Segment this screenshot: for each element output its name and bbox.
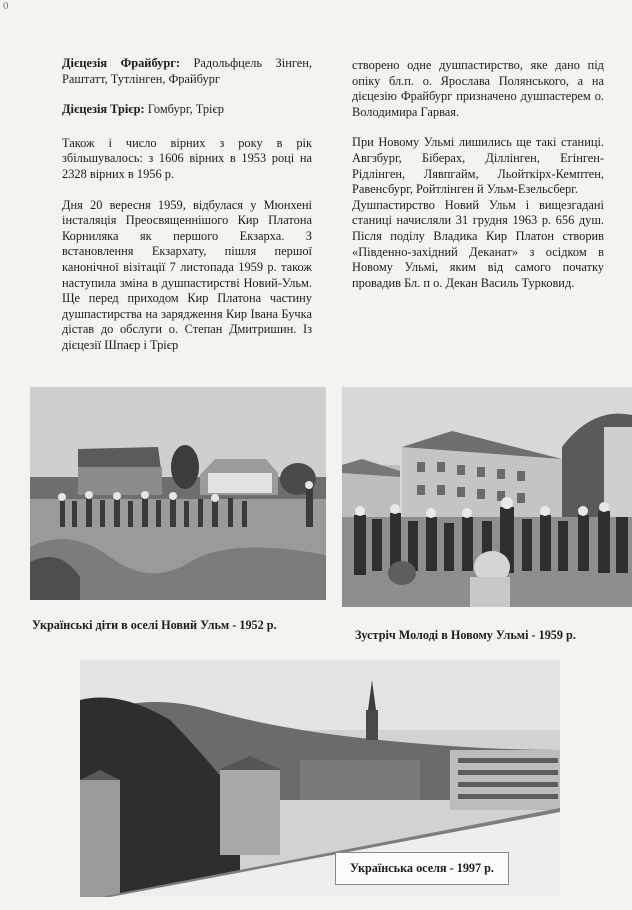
diocese-trier-label: Дієцезія Трієр:: [62, 102, 145, 117]
right-text-column: [352, 58, 604, 306]
diocese-trier-line: [62, 102, 312, 118]
paragraph-stations: При Новому Ульмі лишились ще такі станиці. Авгзбург, Біберах, Діллінген, Егінген-Рідлінген, Лявпгайм, Льойткірх-Кемптен, Равенсбург, Ройтлінген й Ульм-Езельсберг.: [352, 135, 604, 197]
paragraph-faithful-count: Також і число вірних з року в рік збільшувалось: з 1606 вірних в 1953 році на 2328 вірних в 1956 р.: [62, 135, 312, 181]
diocese-trier-text: Гомбург, Трієр: [144, 102, 225, 117]
caption-settlement-1997: Українська оселя - 1997 р.: [335, 852, 509, 885]
photo-children-1952: [30, 387, 326, 600]
paragraph-parish-census: Душпастирство Новий Ульм і вищезгадані станиці начисляли 31 грудня 1963 р. 656 душ. Після поділу Владика Кир Платон створив «Південно-західний Деканат» з осідком в Новому Ульмі, яким від самого початку провадив Бл. п о. Декан Василь Турковид.: [352, 197, 604, 290]
caption-youth-meeting-1959: Зустріч Молоді в Новому Ульмі - 1959 р.: [355, 628, 576, 642]
diocese-freiburg-line: [62, 56, 312, 87]
paragraph-pastoral-continued: створено одне душпастирство, яке дано під опіку бл.п. о. Ярослава Полянського, а на дієцезію Фрайбург призначено душпастерем о. Володимира Гарвая.: [352, 58, 604, 119]
diocese-freiburg-text: Радольфцель Зінген, Раштатт, Тутлінген, Фрайбург: [62, 56, 312, 86]
photo-youth-meeting-1959: [342, 387, 632, 607]
left-text-column: [62, 56, 312, 369]
diocese-freiburg-label: Дієцезія Фрайбург:: [62, 56, 181, 70]
paragraph-exarch-installation: Дня 20 вересня 1959, відбулася у Мюнхені інсталяція Преосвященнішого Кир Платона Корниляка як першого Екзарха. З встановлення Екзархату, пішля першої канонічної візітації 7 листопада 1959 р. також наступила зміна в душпастирстві Новий-Ульм. Ще перед приходом Кир Платона частину душпастирства на зарядження Кир Івана Бучка дістав до обслуги о. Степан Дмитришин. Із дієцезії Шпаєр і Трієр: [62, 197, 312, 352]
caption-children-1952: Українські діти в оселі Новий Ульм - 1952 р.: [32, 618, 277, 632]
page-corner-mark: 0: [3, 0, 9, 12]
